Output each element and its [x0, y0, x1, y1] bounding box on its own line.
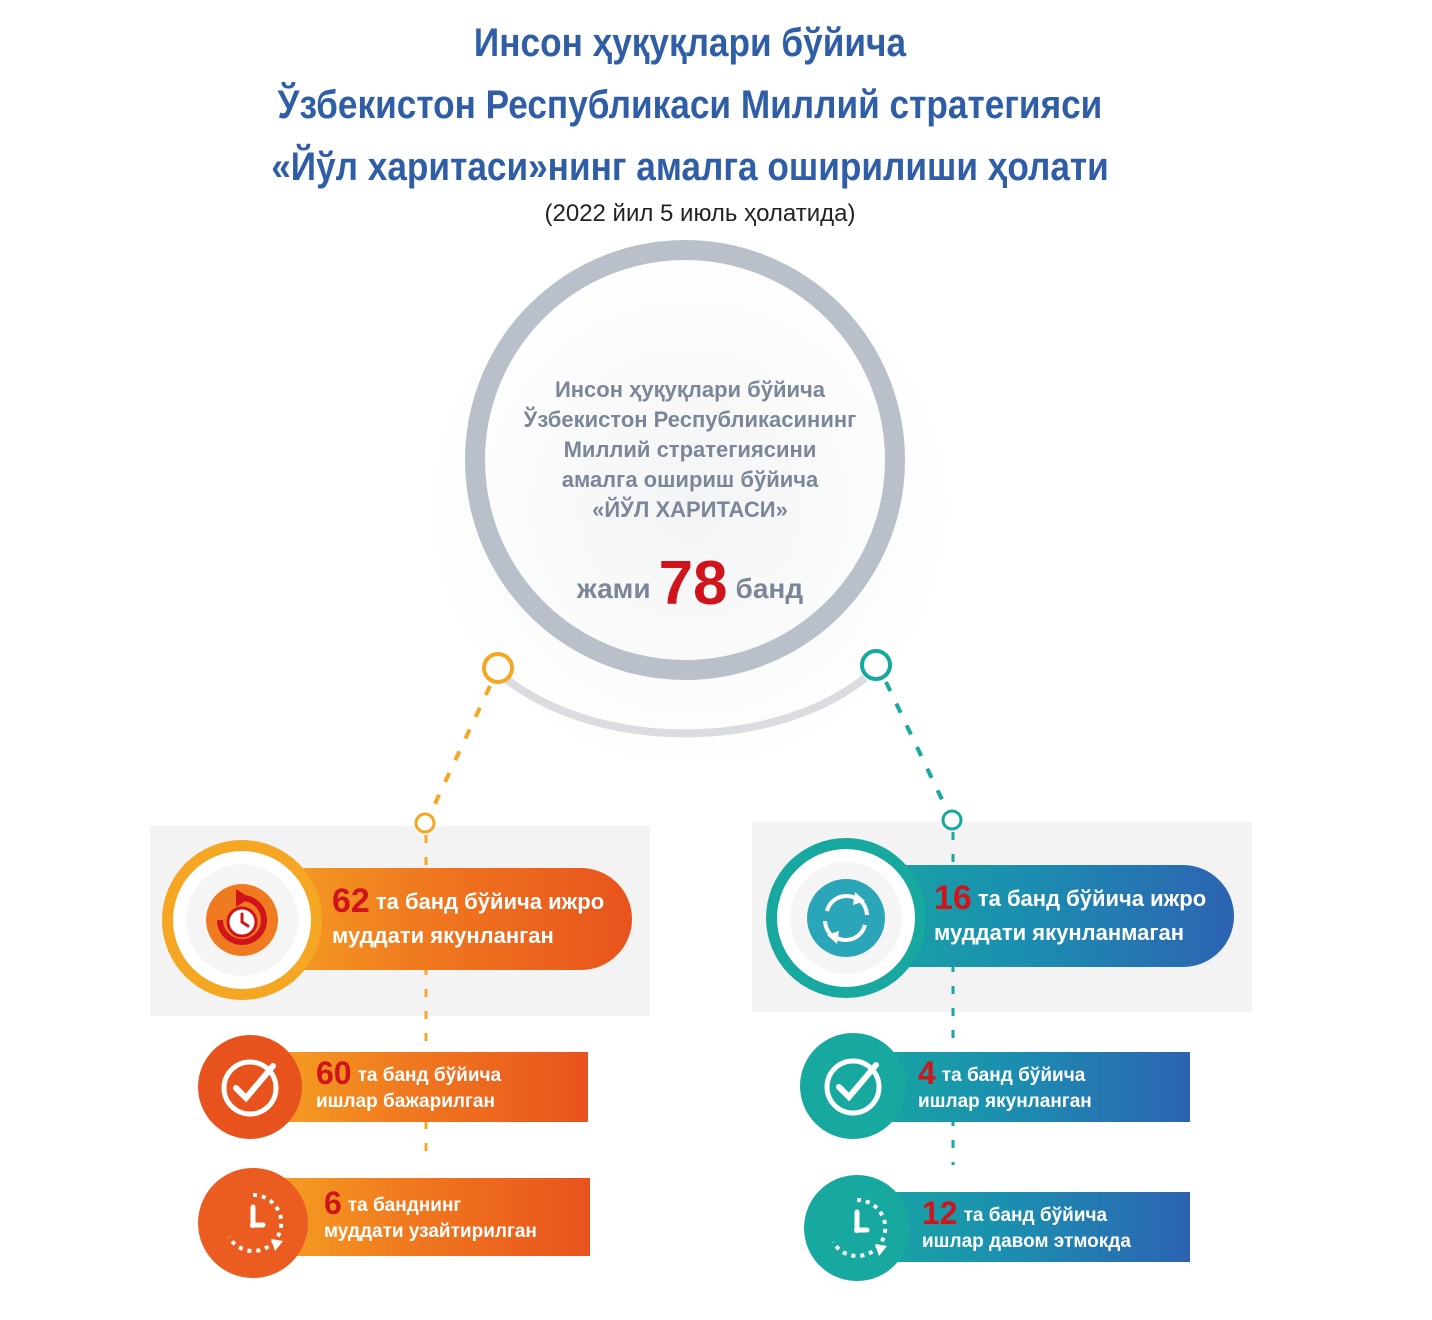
center-line-3: Миллий стратегиясини	[563, 437, 817, 462]
left-main-number: 62	[332, 882, 370, 920]
total-prefix: жами	[576, 573, 651, 604]
left-sub1-number: 60	[316, 1055, 352, 1091]
right-sub2-text	[922, 1195, 1131, 1255]
center-line-5: «ЙЎЛ ХАРИТАСИ»	[592, 497, 788, 522]
clock-check-icon	[215, 1052, 285, 1122]
total-suffix: банд	[735, 573, 804, 604]
right-sub1-badge	[800, 1033, 906, 1139]
title-line-1: Инсон ҳуқуқлари бўйича	[473, 21, 907, 65]
right-sub1-text	[918, 1055, 1092, 1115]
right-sub1-bar	[856, 1052, 1190, 1122]
right-main-line1: та банд бўйича ижро	[977, 886, 1207, 911]
page-subtitle: (2022 йил 5 июль ҳолатида)	[544, 200, 856, 227]
bottom-arc	[505, 678, 865, 733]
center-line-2: Ўзбекистон Республикасининг	[523, 407, 857, 432]
right-sub1-line1: та банд бўйича	[941, 1065, 1086, 1086]
left-sub1-line1: та банд бўйича	[357, 1065, 502, 1086]
center-line-4: амалга ошириш бўйича	[561, 467, 819, 492]
right-sub2-line2: ишлар давом этмокда	[922, 1231, 1131, 1252]
right-node-top	[862, 651, 890, 679]
clock-refresh-icon	[203, 881, 281, 959]
right-sub1-line2: ишлар якунланган	[918, 1091, 1092, 1112]
right-sub2-badge	[804, 1175, 910, 1281]
left-main-text	[332, 884, 604, 953]
right-main-number: 16	[934, 879, 972, 917]
left-main-badge	[162, 840, 322, 1000]
left-node-mid	[416, 814, 434, 832]
total-number: 78	[658, 549, 728, 618]
left-sub2-text	[324, 1185, 537, 1245]
left-main-line2: муддати якунланган	[332, 923, 554, 948]
left-sub2-line2: муддати узайтирилган	[324, 1221, 537, 1242]
right-main-line2: муддати якунланмаган	[934, 920, 1185, 945]
right-node-mid	[943, 811, 961, 829]
right-sub2-line1: та банд бўйича	[963, 1205, 1108, 1226]
right-main-text	[934, 881, 1206, 950]
center-line-1: Инсон ҳуқуқлари бўйича	[554, 377, 826, 402]
clock-arrow-icon	[217, 1187, 289, 1259]
left-sub2-badge	[198, 1168, 308, 1278]
left-sub2-line1: та банднинг	[347, 1195, 462, 1216]
left-sub1-text	[316, 1055, 502, 1115]
title-line-2: Ўзбекистон Республикаси Миллий стратегияси	[277, 83, 1103, 127]
clock-arrow-icon	[821, 1192, 893, 1264]
total-count	[500, 548, 880, 619]
cycle-arrows-icon	[805, 877, 887, 959]
left-sub1-badge	[198, 1035, 302, 1139]
left-main-line1: та банд бўйича ижро	[375, 889, 605, 914]
center-description	[500, 375, 880, 525]
left-node-top	[484, 654, 512, 682]
title-line-3: «Йўл харитаси»нинг амалга оширилиши ҳолати	[271, 145, 1109, 189]
right-sub1-number: 4	[918, 1055, 936, 1091]
right-sub2-number: 12	[922, 1195, 958, 1231]
left-sub2-number: 6	[324, 1185, 342, 1221]
left-sub1-line2: ишлар бажарилган	[316, 1091, 495, 1112]
right-connector	[886, 682, 946, 808]
left-connector	[432, 686, 490, 810]
right-main-badge	[766, 838, 926, 998]
clock-check-icon	[818, 1051, 888, 1121]
